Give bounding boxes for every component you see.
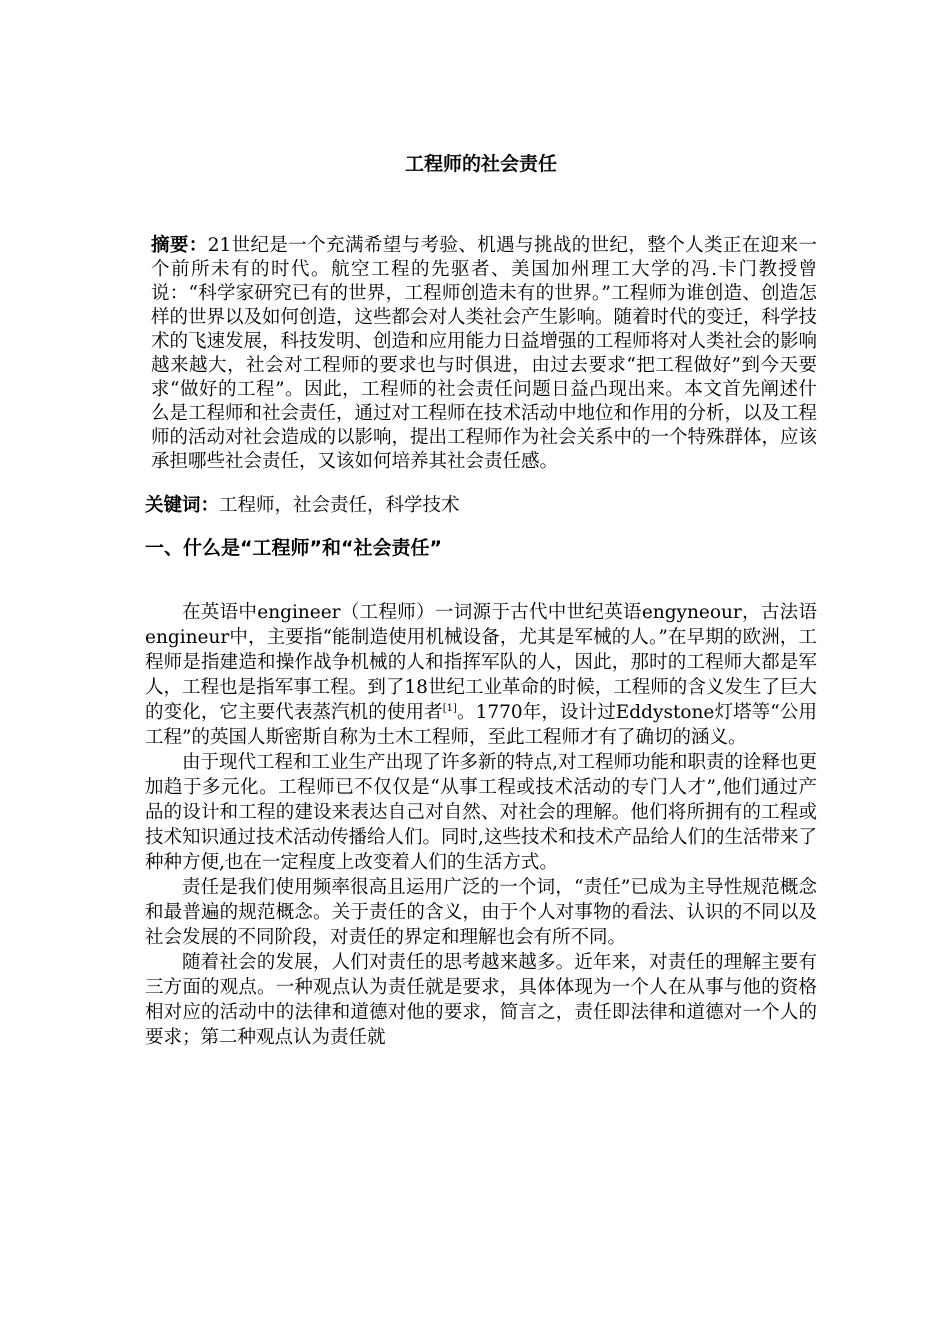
document-body: [145, 150, 817, 1050]
section-heading: 一、什么是“工程师”和“社会责任”: [145, 537, 442, 559]
document-title: 工程师的社会责任: [404, 153, 557, 175]
abstract-paragraph: [145, 234, 817, 474]
keywords-text: 工程师，社会责任，科学技术: [219, 495, 460, 516]
body-paragraph-3: 责任是我们使用频率很高且运用广泛的一个词，“责任”已成为主导性规范概念和最普遍的规范概念。关于责任的含义，由于个人对事物的看法、认识的不同以及社会发展的不同阶段，对责任的界定和理解也会有所不同。: [145, 877, 817, 948]
paragraph-text: 。1770年，设计过Eddystone灯塔等“公用工程”的英国人斯密斯自称为土木工程师，至此工程师才有了确切的涵义。: [145, 702, 817, 748]
keywords-line: [145, 492, 817, 520]
keywords-label: 关键词：: [145, 495, 220, 516]
abstract-label: 摘要：: [151, 235, 208, 256]
body-paragraph-4: 随着社会的发展，人们对责任的思考越来越多。近年来，对责任的理解主要有三方面的观点。一种观点认为责任就是要求，具体体现为一个人在从事与他的资格相对应的活动中的法律和道德对他的要求，简言之，责任即法律和道德对一个人的要求；第二种观点认为责任就: [145, 952, 817, 1048]
body-paragraph-1: [145, 600, 817, 750]
citation-ref: [1]: [442, 702, 457, 714]
abstract-text: 21世纪是一个充满希望与考验、机遇与挑战的世纪，整个人类正在迎来一个前所未有的时代。航空工程的先驱者、美国加州理工大学的冯.卡门教授曾说：“科学家研究已有的世界，工程师创造未有的世界。”工程师为谁创造、创造怎样的世界以及如何创造，这些都会对人类社会产生影响。随着时代的变迁，科学技术的飞速发展，科技发明、创造和应用能力日益增强的工程师将对人类社会的影响越来越大，社会对工程师的要求也与时俱进，由过去要求“把工程做好”到今天要求“做好的工程”。因此，工程师的社会责任问题日益凸现出来。本文首先阐述什么是工程师和社会责任，通过对工程师在技术活动中地位和作用的分析，以及工程师的活动对社会造成的以影响，提出工程师作为社会关系中的一个特殊群体，应该承担哪些社会责任，又该如何培养其社会责任感。: [151, 235, 818, 472]
body-paragraph-2: 由于现代工程和工业生产出现了许多新的特点,对工程师功能和职责的诠释也更加趋于多元化。工程师已不仅仅是“从事工程或技术活动的专门人才”,他们通过产品的设计和工程的建设来表达自己对自然、对社会的理解。他们将所拥有的工程或技术知识通过技术活动传播给人们。同时,这些技术和技术产品给人们的生活带来了种种方便,也在一定程度上改变着人们的生活方式。: [145, 752, 817, 873]
paragraph-text: 在英语中engineer（工程师）一词源于古代中世纪英语engyneour，古法语engineur中，主要指“能制造使用机械设备，尤其是军械的人。”在早期的欧洲，工程师是指建造和操作战争机械的人和指挥军队的人，因此，那时的工程师大都是军人，工程也是指军事工程。到了18世纪工业革命的时候，工程师的含义发生了巨大的变化，它主要代表蒸汽机的使用者: [145, 602, 817, 723]
